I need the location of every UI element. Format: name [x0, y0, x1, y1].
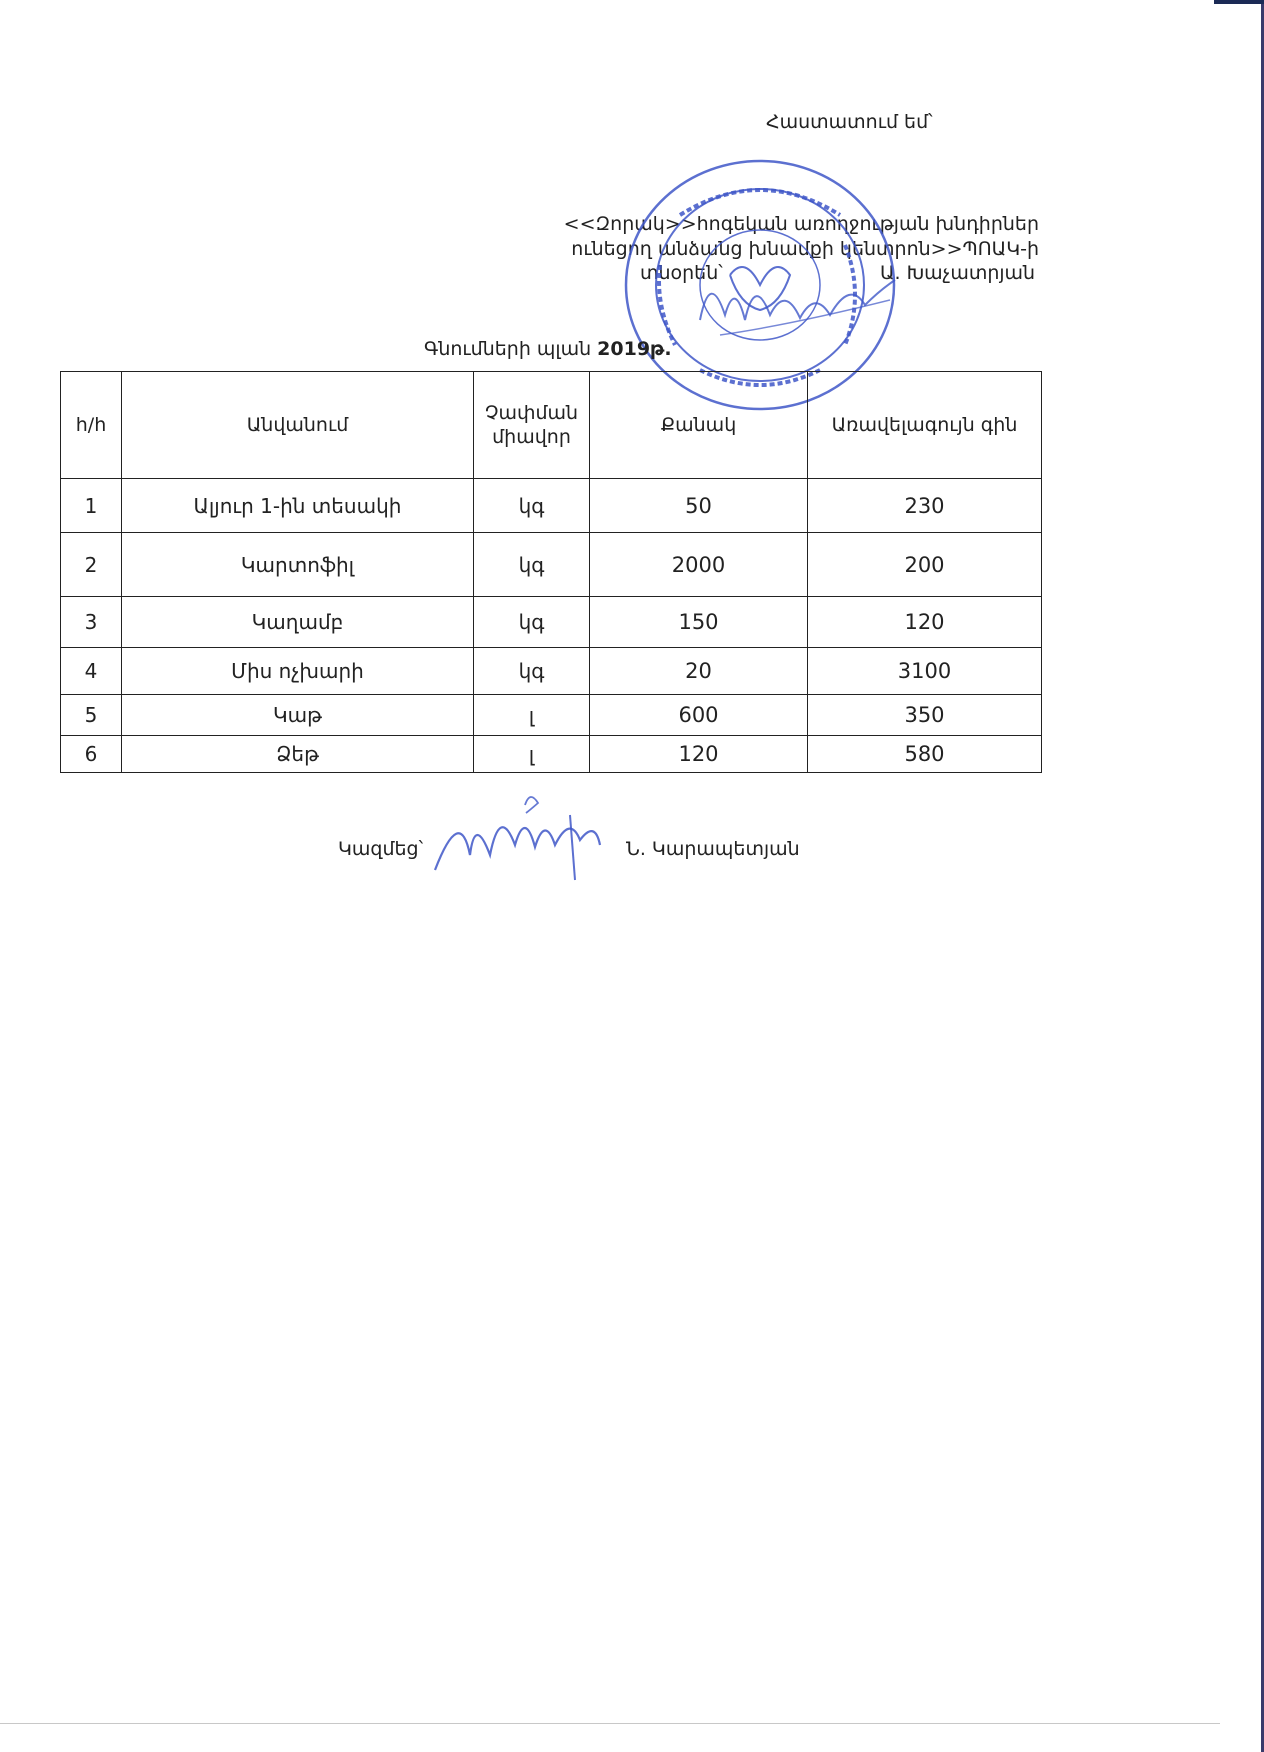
- cell-num: 5: [61, 695, 122, 736]
- header-name: Անվանում: [122, 372, 474, 479]
- cell-unit: կգ: [474, 533, 590, 597]
- table-row: [61, 533, 1042, 597]
- scan-bottom-line: [0, 1723, 1220, 1724]
- cell-num: 6: [61, 736, 122, 773]
- cell-name: Ձեթ: [122, 736, 474, 773]
- cell-price: 200: [808, 533, 1042, 597]
- org-line-2: ունեցող անձանց խնամքի կենտրոն>>ՊՈԱԿ-ի: [571, 238, 1039, 260]
- document-title: [424, 338, 672, 360]
- table-row: [61, 695, 1042, 736]
- cell-unit: լ: [474, 736, 590, 773]
- title-year: 2019թ.: [597, 338, 672, 360]
- compiler-signature: [430, 785, 620, 885]
- director-label: տնօրեն՝: [640, 262, 723, 284]
- cell-unit: լ: [474, 695, 590, 736]
- compiled-by-name: Ն. Կարապետյան: [626, 838, 800, 860]
- cell-qty: 50: [590, 479, 808, 533]
- cell-qty: 20: [590, 648, 808, 695]
- cell-name: Ալյուր 1-ին տեսակի: [122, 479, 474, 533]
- cell-price: 120: [808, 597, 1042, 648]
- title-text: Գնումների պլան: [424, 338, 598, 360]
- director-name: Ա. Խաչատրյան: [880, 262, 1036, 284]
- table-row: [61, 479, 1042, 533]
- cell-unit: կգ: [474, 479, 590, 533]
- cell-price: 230: [808, 479, 1042, 533]
- director-signature: [690, 260, 900, 350]
- cell-num: 4: [61, 648, 122, 695]
- header-qty: Քանակ: [590, 372, 808, 479]
- header-unit: Չափման միավոր: [474, 372, 590, 479]
- table-header-row: [61, 372, 1042, 479]
- cell-name: Կաղամբ: [122, 597, 474, 648]
- cell-name: Կարտոֆիլ: [122, 533, 474, 597]
- cell-num: 2: [61, 533, 122, 597]
- cell-name: Կաթ: [122, 695, 474, 736]
- table-row: [61, 597, 1042, 648]
- compiled-by-label: Կազմեց՝: [338, 838, 424, 860]
- header-price: Առավելագույն գին: [808, 372, 1042, 479]
- cell-qty: 600: [590, 695, 808, 736]
- scan-corner: [1214, 0, 1264, 4]
- cell-unit: կգ: [474, 648, 590, 695]
- table-row: [61, 648, 1042, 695]
- cell-name: Միս ոչխարի: [122, 648, 474, 695]
- purchase-table: [60, 371, 1042, 773]
- cell-price: 3100: [808, 648, 1042, 695]
- table-row: [61, 736, 1042, 773]
- header-num: հ/հ: [61, 372, 122, 479]
- org-line-1: <<Զորակ>>հոգեկան առողջության խնդիրներ: [563, 213, 1039, 235]
- cell-num: 3: [61, 597, 122, 648]
- cell-qty: 150: [590, 597, 808, 648]
- cell-price: 350: [808, 695, 1042, 736]
- cell-unit: կգ: [474, 597, 590, 648]
- cell-qty: 2000: [590, 533, 808, 597]
- cell-price: 580: [808, 736, 1042, 773]
- cell-qty: 120: [590, 736, 808, 773]
- cell-num: 1: [61, 479, 122, 533]
- approve-heading: Հաստատում եմ՝: [766, 111, 933, 133]
